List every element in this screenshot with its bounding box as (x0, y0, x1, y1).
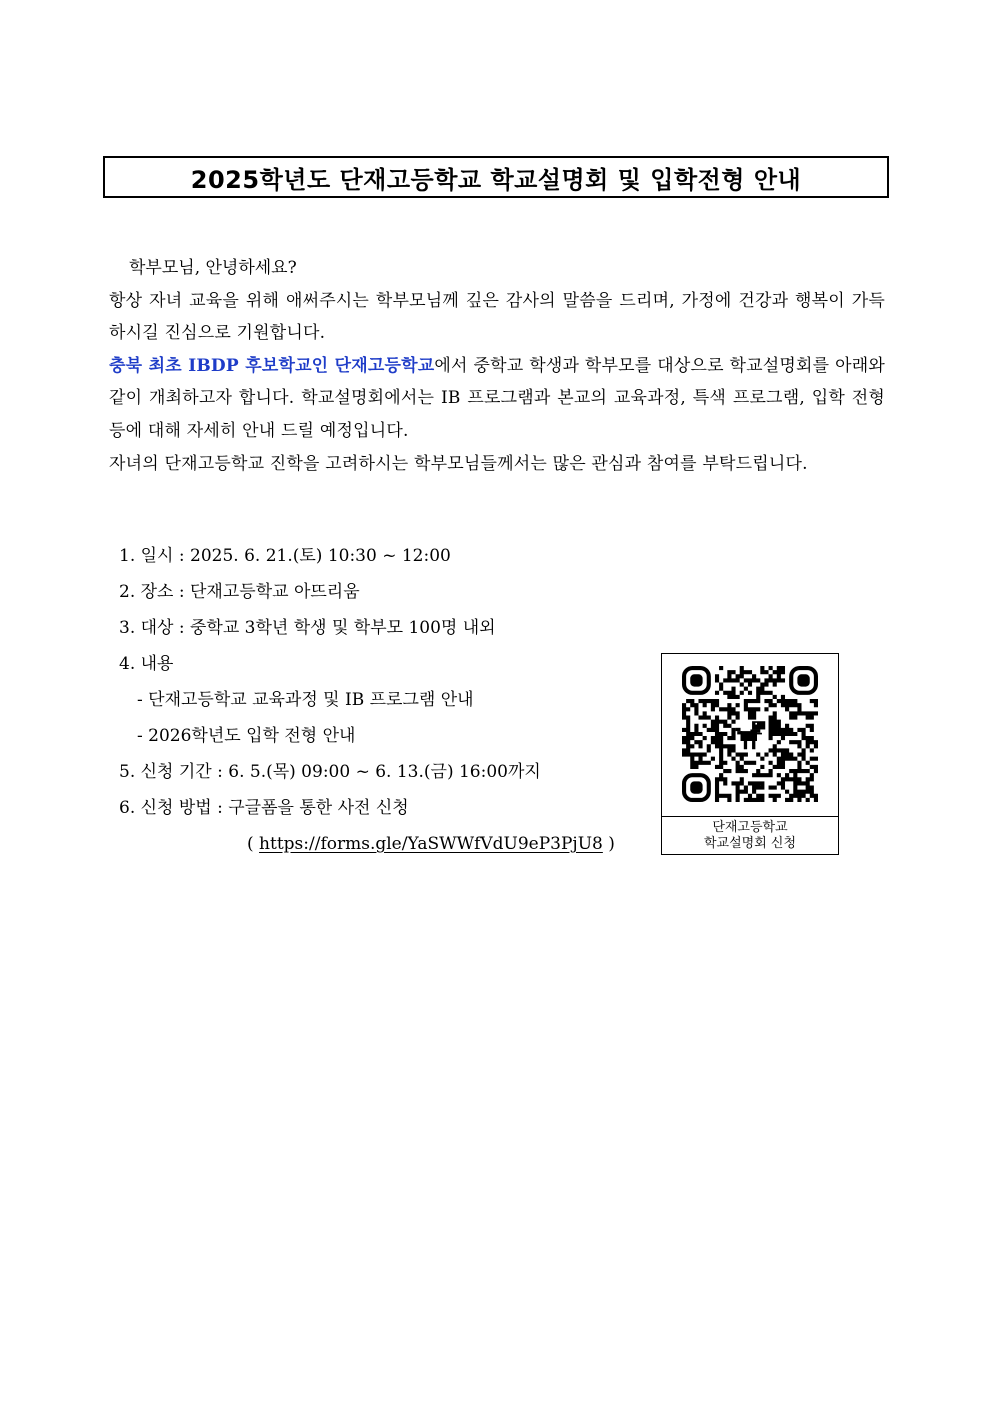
qr-code-panel (661, 653, 839, 855)
detail-content-sub-1: - 단재고등학교 교육과정 및 IB 프로그램 안내 (137, 690, 474, 710)
intro-paragraph-1: 항상 자녀 교육을 위해 애써주시는 학부모님께 깊은 감사의 말씀을 드리며, 가정에 건강과 행복이 가득하시길 진심으로 기원합니다. (109, 290, 885, 344)
qr-caption (662, 816, 838, 854)
url-paren-close: ) (602, 834, 615, 854)
detail-audience: 3. 대상 : 중학교 3학년 학생 및 학부모 100명 내외 (119, 618, 496, 638)
detail-location: 2. 장소 : 단재고등학교 아뜨리움 (119, 582, 360, 602)
application-url-row (119, 826, 639, 862)
intro-paragraph-2 (109, 350, 885, 448)
detail-date: 1. 일시 : 2025. 6. 21.(토) 10:30 ~ 12:00 (119, 546, 451, 566)
detail-application-period: 5. 신청 기간 : 6. 5.(목) 09:00 ~ 6. 13.(금) 16:00까지 (119, 762, 541, 782)
qr-caption-line-2: 학교설명회 신청 (703, 835, 797, 851)
intro-section (109, 252, 885, 480)
school-highlight: 충북 최초 IBDP 후보학교인 단재고등학교 (109, 355, 435, 376)
qr-code-icon[interactable] (682, 666, 818, 802)
url-paren-open: ( (247, 834, 260, 854)
application-url-link[interactable]: https://forms.gle/YaSWWfVdU9eP3PjU8 (259, 834, 603, 854)
detail-content-sub-2: - 2026학년도 입학 전형 안내 (137, 726, 356, 746)
detail-content: 4. 내용 (119, 654, 174, 674)
intro-paragraph-3: 자녀의 단재고등학교 진학을 고려하시는 학부모님들께서는 많은 관심과 참여를 부탁드립니다. (109, 453, 808, 474)
qr-caption-line-1: 단재고등학교 (712, 819, 788, 835)
detail-application-method: 6. 신청 방법 : 구글폼을 통한 사전 신청 (119, 798, 409, 818)
event-details (119, 538, 639, 862)
greeting: 학부모님, 안녕하세요? (129, 258, 297, 278)
intro-paragraph-2-text: 에서 중학교 학생과 학부모를 대상으로 학교설명회를 아래와 같이 개최하고자 합니다. 학교설명회에서는 IB 프로그램과 본교의 교육과정, 특색 프로그램, 입학 전형 등에 대해 자세히 안내 드릴 예정입니다. (109, 355, 885, 441)
document-title: 2025학년도 단재고등학교 학교설명회 및 입학전형 안내 (103, 156, 889, 198)
